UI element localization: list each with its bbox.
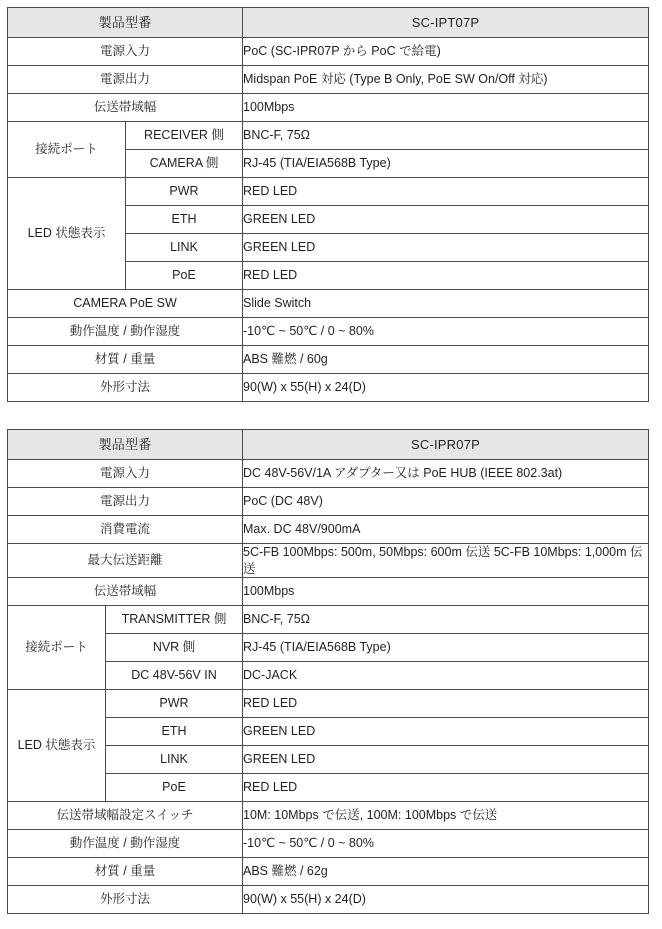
sub-value-eth: GREEN LED — [243, 206, 649, 234]
group-label-led-status: LED 状態表示 — [8, 178, 126, 290]
table-header-row — [8, 430, 649, 460]
spec-table-transmitter — [7, 7, 649, 402]
row-label-bandwidth: 伝送帯域幅 — [8, 94, 243, 122]
table-row — [8, 886, 649, 914]
sub-label-dc-in: DC 48V-56V IN — [106, 662, 243, 690]
sub-value-camera-side: RJ-45 (TIA/EIA568B Type) — [243, 150, 649, 178]
row-label-dimensions: 外形寸法 — [8, 886, 243, 914]
row-label-bandwidth-switch: 伝送帯域幅設定スイッチ — [8, 802, 243, 830]
row-label-power-input: 電源入力 — [8, 460, 243, 488]
sub-value-receiver-side: BNC-F, 75Ω — [243, 122, 649, 150]
sub-label-poe: PoE — [126, 262, 243, 290]
row-value-power-input: DC 48V-56V/1A アダプター又は PoE HUB (IEEE 802.3at) — [243, 460, 649, 488]
table-row — [8, 606, 649, 634]
sub-label-nvr-side: NVR 側 — [106, 634, 243, 662]
sub-label-transmitter-side: TRANSMITTER 側 — [106, 606, 243, 634]
table-row — [8, 544, 649, 578]
table-row — [8, 830, 649, 858]
table-row — [8, 66, 649, 94]
header-label-model-number: 製品型番 — [8, 8, 243, 38]
row-value-bandwidth-switch: 10M: 10Mbps で伝送, 100M: 100Mbps で伝送 — [243, 802, 649, 830]
row-label-current-consumption: 消費電流 — [8, 516, 243, 544]
row-value-power-output: PoC (DC 48V) — [243, 488, 649, 516]
row-value-temp-humidity: -10℃ ~ 50℃ / 0 ~ 80% — [243, 830, 649, 858]
table-row — [8, 374, 649, 402]
max-distance-line-2: 5C-FB 10Mbps: 1,000m 伝送 — [243, 545, 643, 576]
row-value-material-weight: ABS 難燃 / 60g — [243, 346, 649, 374]
row-label-power-input: 電源入力 — [8, 38, 243, 66]
table-row — [8, 578, 649, 606]
row-value-max-distance — [243, 544, 649, 578]
table-row — [8, 38, 649, 66]
table-row — [8, 802, 649, 830]
row-value-camera-poe-sw: Slide Switch — [243, 290, 649, 318]
table-row — [8, 318, 649, 346]
table-row — [8, 290, 649, 318]
row-value-temp-humidity: -10℃ ~ 50℃ / 0 ~ 80% — [243, 318, 649, 346]
sub-label-link: LINK — [106, 746, 243, 774]
row-label-max-distance: 最大伝送距離 — [8, 544, 243, 578]
sub-label-link: LINK — [126, 234, 243, 262]
group-label-connection-ports: 接続ポート — [8, 122, 126, 178]
spec-table-receiver — [7, 429, 649, 914]
table-row — [8, 346, 649, 374]
row-label-dimensions: 外形寸法 — [8, 374, 243, 402]
sub-value-poe: RED LED — [243, 774, 649, 802]
row-label-bandwidth: 伝送帯域幅 — [8, 578, 243, 606]
row-label-power-output: 電源出力 — [8, 488, 243, 516]
table-row — [8, 488, 649, 516]
table-row — [8, 690, 649, 718]
header-value-model-number: SC-IPR07P — [243, 430, 649, 460]
table-row — [8, 178, 649, 206]
row-value-bandwidth: 100Mbps — [243, 578, 649, 606]
row-value-bandwidth: 100Mbps — [243, 94, 649, 122]
sub-value-poe: RED LED — [243, 262, 649, 290]
sub-value-pwr: RED LED — [243, 690, 649, 718]
sub-value-pwr: RED LED — [243, 178, 649, 206]
row-label-camera-poe-sw: CAMERA PoE SW — [8, 290, 243, 318]
sub-label-eth: ETH — [106, 718, 243, 746]
sub-value-link: GREEN LED — [243, 234, 649, 262]
table-row — [8, 460, 649, 488]
max-distance-line-1: 5C-FB 100Mbps: 500m, 50Mbps: 600m 伝送 — [243, 545, 491, 559]
row-label-temp-humidity: 動作温度 / 動作湿度 — [8, 830, 243, 858]
table-row — [8, 94, 649, 122]
table-row — [8, 858, 649, 886]
table-row — [8, 122, 649, 150]
sub-label-eth: ETH — [126, 206, 243, 234]
row-value-current-consumption: Max. DC 48V/900mA — [243, 516, 649, 544]
group-label-connection-ports: 接続ポート — [8, 606, 106, 690]
sub-label-camera-side: CAMERA 側 — [126, 150, 243, 178]
row-value-power-input: PoC (SC-IPR07P から PoC で給電) — [243, 38, 649, 66]
sub-value-eth: GREEN LED — [243, 718, 649, 746]
row-label-material-weight: 材質 / 重量 — [8, 858, 243, 886]
table-row — [8, 516, 649, 544]
sub-label-pwr: PWR — [126, 178, 243, 206]
sub-value-transmitter-side: BNC-F, 75Ω — [243, 606, 649, 634]
row-label-temp-humidity: 動作温度 / 動作湿度 — [8, 318, 243, 346]
sub-value-link: GREEN LED — [243, 746, 649, 774]
row-value-power-output: Midspan PoE 対応 (Type B Only, PoE SW On/Off 対応) — [243, 66, 649, 94]
sub-value-dc-in: DC-JACK — [243, 662, 649, 690]
sub-label-pwr: PWR — [106, 690, 243, 718]
row-value-dimensions: 90(W) x 55(H) x 24(D) — [243, 886, 649, 914]
header-value-model-number: SC-IPT07P — [243, 8, 649, 38]
sub-value-nvr-side: RJ-45 (TIA/EIA568B Type) — [243, 634, 649, 662]
header-label-model-number: 製品型番 — [8, 430, 243, 460]
row-value-material-weight: ABS 難燃 / 62g — [243, 858, 649, 886]
sub-label-receiver-side: RECEIVER 側 — [126, 122, 243, 150]
row-label-material-weight: 材質 / 重量 — [8, 346, 243, 374]
group-label-led-status: LED 状態表示 — [8, 690, 106, 802]
table-header-row — [8, 8, 649, 38]
row-label-power-output: 電源出力 — [8, 66, 243, 94]
sub-label-poe: PoE — [106, 774, 243, 802]
row-value-dimensions: 90(W) x 55(H) x 24(D) — [243, 374, 649, 402]
